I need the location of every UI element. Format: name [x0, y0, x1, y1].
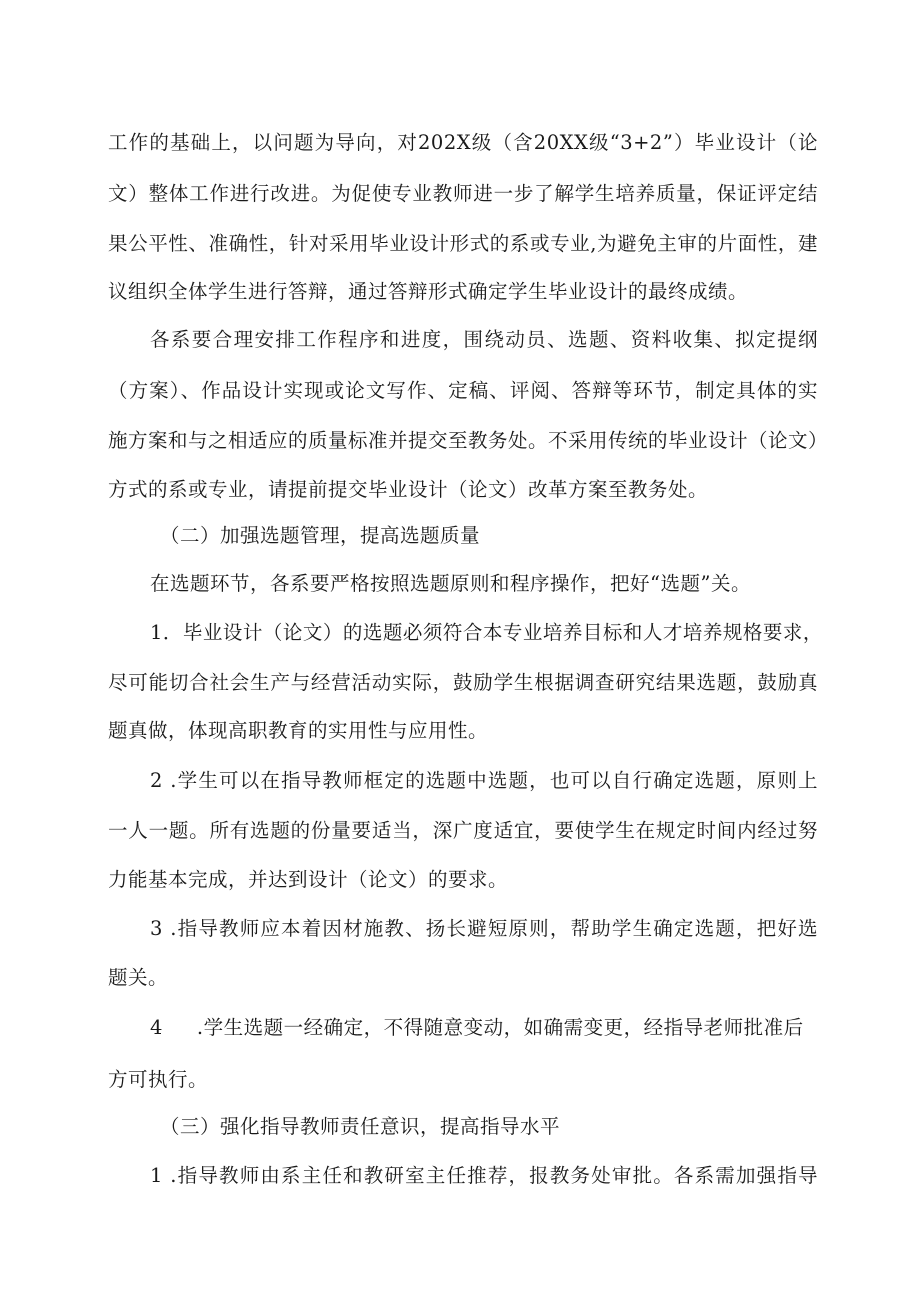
paragraph-line: 果公平性、准确性，针对采用毕业设计形式的系或专业,为避免主审的片面性，建 — [108, 232, 818, 255]
paragraph-line: 3 .指导教师应本着因材施教、扬长避短原则，帮助学生确定选题，把好选 — [150, 917, 818, 940]
paragraph-line: 在选题环节，各系要严格按照选题原则和程序操作，把好“选题”关。 — [150, 572, 751, 595]
paragraph-line: 各系要合理安排工作程序和进度，围绕动员、选题、资料收集、拟定提纲 — [150, 328, 818, 351]
paragraph-line: 一人一题。所有选题的份量要适当，深广度适宜，要使学生在规定时间内经过努 — [108, 819, 818, 842]
paragraph-line: 文）整体工作进行改进。为促使专业教师进一步了解学生培养质量，保证评定结 — [108, 182, 818, 205]
section-heading: （三）强化指导教师责任意识，提高指导水平 — [160, 1115, 561, 1138]
paragraph-line: 方可执行。 — [108, 1068, 209, 1091]
paragraph-line: 议组织全体学生进行答辩，通过答辩形式确定学生毕业设计的最终成绩。 — [108, 280, 749, 303]
paragraph-line — [150, 1015, 818, 1041]
paragraph-line: 方式的系或专业，请提前提交毕业设计（论文）改革方案至教务处。 — [108, 478, 709, 501]
paragraph-line: 施方案和与之相适应的质量标准并提交至教务处。不采用传统的毕业设计（论文） — [108, 429, 829, 452]
paragraph-line: 题真做，体现高职教育的实用性与应用性。 — [108, 719, 489, 742]
paragraph-line: 1．毕业设计（论文）的选题必须符合本专业培养目标和人才培养规格要求， — [150, 621, 823, 644]
paragraph-line: 2 .学生可以在指导教师框定的选题中选题，也可以自行确定选题，原则上 — [150, 769, 818, 792]
list-text: .学生选题一经确定，不得随意变动，如确需变更，经指导老师批准后 — [196, 1016, 804, 1039]
paragraph-line: 力能基本完成，并达到设计（论文）的要求。 — [108, 868, 509, 891]
list-number: 4 — [150, 1016, 163, 1039]
section-heading: （二）加强选题管理，提高选题质量 — [160, 524, 481, 547]
paragraph-line: 工作的基础上，以问题为导向，对202X级（含20XX级“3+2”）毕业设计（论 — [108, 131, 818, 154]
paragraph-line: 尽可能切合社会生产与经营活动实际，鼓励学生根据调查研究结果选题，鼓励真 — [108, 671, 818, 694]
paragraph-line: （方案）、作品设计实现或论文写作、定稿、评阅、答辩等环节，制定具体的实 — [108, 379, 818, 402]
paragraph-line: 1 .指导教师由系主任和教研室主任推荐，报教务处审批。各系需加强指导 — [150, 1164, 818, 1187]
paragraph-line: 题关。 — [108, 966, 169, 989]
